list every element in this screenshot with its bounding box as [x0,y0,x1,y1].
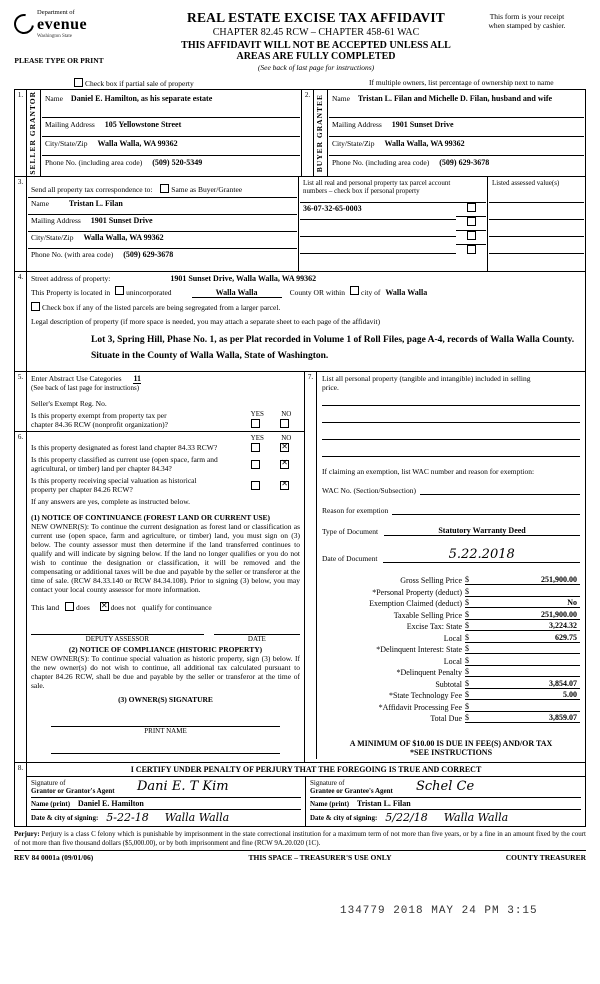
legal-text-1[interactable]: Lot 3, Spring Hill, Phase No. 1, as per Plat recorded in Volume 1 of Roll Files, page A-4, records of Walla Walla County. [91,334,575,345]
amount-row: *State Technology Fee $ 5.00 [322,690,580,700]
personal-prop-checkbox-3[interactable] [467,231,476,240]
grantor-sig-label-1: Signature of [31,779,66,788]
s6-q1-no-checkbox[interactable] [280,443,289,452]
footer-right: COUNTY TREASURER [505,852,586,862]
section-4 [14,272,586,373]
grantor-printname-value[interactable]: Daniel E. Hamilton [77,799,144,809]
grantee-city-value[interactable]: Walla Walla [443,811,509,825]
buyer-mailing-value[interactable]: 1901 Sunset Drive [391,119,454,129]
wac-value[interactable] [420,494,580,495]
amount-value[interactable] [475,667,580,676]
s6-q2-line1: Is this property classified as current use (open space, farm and [31,455,218,465]
grantor-signature[interactable]: Dani E. T Kim [137,779,229,795]
location-row [31,286,581,298]
amount-row: Exemption Claimed (deduct) $ No [322,598,580,608]
s6-q3-line2: property per chapter 84.26 RCW? [31,485,133,495]
type-doc-value[interactable]: Statutory Warranty Deed [384,526,580,536]
exempt-q1: Is this property exempt from property tax per [31,411,167,421]
deputy-assessor-label: DEPUTY ASSESSOR [85,635,149,644]
s6-note: If any answers are yes, complete as instructed below. [31,497,191,507]
exempt-reg-label: Seller's Exempt Reg. No. [31,399,107,409]
amount-label: *State Technology Fee [388,691,462,701]
city-checkbox[interactable] [350,286,359,295]
perjury-bold: Perjury: [14,830,40,839]
amount-label: *Personal Property (deduct) [372,587,462,597]
parcel-column [299,177,488,272]
footer-center: THIS SPACE – TREASURER'S USE ONLY [248,852,392,862]
grantor-signature-block [27,777,306,826]
seller-mailing-label: Mailing Address [45,119,95,129]
s3-name-value[interactable]: Tristan L. Filan [68,199,123,209]
amount-label: Subtotal [435,679,462,689]
agency-logo [14,10,164,39]
grantor-date-label: Date & city of signing: [31,813,99,822]
county-or-label: County OR within [289,287,345,297]
receipt-line-2: when stamped by cashier. [488,21,566,31]
s6-q2-line2: agricultural, or timber) land per chapter 84.34? [31,464,172,474]
personal-prop-line-1[interactable] [322,396,580,406]
amount-label: Total Due [430,714,462,724]
abstract-value[interactable]: 11 [133,374,142,384]
notice2-title: (2) NOTICE OF COMPLIANCE (HISTORIC PROPERTY) [68,645,263,655]
amount-value[interactable]: 5.00 [563,690,577,700]
does-not-label: does not [110,603,136,613]
assessor-date-label: DATE [247,635,266,644]
amount-row: Taxable Selling Price $ 251,900.00 [322,610,580,620]
notice1-body: NEW OWNER(S): To continue the current designation as forest land or classification as current use (open space, farm and agriculture, or timber) land, you must sign on (3) below. The county assessor must then determine if the land transferred continues to qualify and will indicate by signing below. If the land no longer qualifies or you do not wish to continue the designation or classification, it will be removed and the compensating or additional taxes will be due and payable by the seller or transferor at the time of sale. (RCW 84.33.140 or RCW 84.34.108). Prior to signing (3) below, you may contact your local county assessor for more information. [31,522,300,595]
receipt-line-1: This form is your receipt [489,12,565,21]
personal-prop-checkbox-1[interactable] [467,203,476,212]
personal-prop-checkbox-2[interactable] [467,217,476,226]
sections-5-6-7 [14,372,586,763]
parcel-row-2[interactable] [300,220,456,237]
s5-no-label: NO [281,410,292,419]
buyer-citystate-value[interactable]: Walla Walla, WA 99362 [384,138,465,148]
located-label: This Property is located in [31,287,111,297]
street-address-value[interactable]: 1901 Sunset Drive, Walla Walla, WA 99362 [170,273,317,283]
certify-statement: I CERTIFY UNDER PENALTY OF PERJURY THAT THE FOREGOING IS TRUE AND CORRECT [27,763,585,777]
amount-row: Subtotal $ 3,854.07 [322,679,580,689]
seller-name-value[interactable]: Daniel E. Hamilton, as his separate estate [70,93,213,103]
exemption-label: If claiming an exemption, list WAC number and reason for exemption: [322,467,535,477]
segregated-row[interactable] [31,302,581,312]
buyer-section-number: 2. [302,90,314,177]
multi-owner-label: If multiple owners, list percentage of ownership next to name [369,78,554,87]
amount-row: *Delinquent Penalty $ [322,667,580,677]
buyer-mailing-label: Mailing Address [332,119,382,129]
buyer-name-label: Name [332,93,350,103]
owner-signature-title: (3) OWNER(S) SIGNATURE [118,695,213,705]
s6-no-label: NO [281,434,292,443]
buyer-phone-label: Phone No. (including area code) [332,157,430,167]
dept-line: Department of [37,9,75,16]
abstract-row [31,374,300,383]
grantee-signature-block [306,777,585,826]
party-table [14,89,586,177]
section-6-number: 6. [15,432,27,762]
see-back-note: (See back of last page for instructions) [257,63,375,72]
buyer-phone-value[interactable]: (509) 629-3678 [439,157,490,167]
amount-label: Local [443,633,462,643]
parcel-row-3[interactable] [300,237,456,254]
perjury-text: Perjury is a class C felony which is punishable by imprisonment in the state correctional institution for a maximum term of not more than five years, or by a fine in an amount fixed by the court of not more than five thousand dollars ($5,000.00), or by both imprisonment and fine (RCW 9A.20.020 (1C). [14,830,586,848]
section-3 [14,177,586,272]
grantee-date-label: Date & city of signing: [310,813,378,822]
personal-prop-line-4[interactable] [322,447,580,457]
amount-row: Total Due $ 3,859.07 [322,713,580,723]
this-land-row[interactable] [31,602,300,612]
grantee-date-value[interactable]: 5/22/18 [385,811,428,825]
wac-label: WAC No. (Section/Subsection) [322,486,416,496]
amount-value[interactable]: 3,859.07 [549,713,577,723]
amount-row: *Delinquent Interest: State $ [322,644,580,654]
partial-sale-row [14,78,586,88]
s6-q1: Is this property designated as forest land chapter 84.33 RCW? [31,443,218,453]
exempt-q2: chapter 84.36 RCW (nonprofit organization)? [31,420,168,430]
s3-name-label: Name [31,199,49,209]
grantor-sig-label-2: Grantor or Grantor's Agent [31,787,115,796]
reason-row [322,506,580,515]
unincorporated-checkbox[interactable] [115,286,124,295]
revenue-swoosh-icon [10,10,38,38]
does-label: does [76,603,90,613]
perjury-note [14,830,586,848]
please-print-label: PLEASE TYPE OR PRINT [14,56,104,65]
amount-value[interactable] [475,702,580,711]
unincorporated-label: unincorporated [126,287,172,297]
assessed-header: Listed assessed value(s) [489,178,584,203]
s3-citystate-label: City/State/Zip [31,233,74,243]
amount-row: Excise Tax: State $ 3,224.32 [322,621,580,631]
s6-q2-no-checkbox[interactable] [280,460,289,469]
amount-value[interactable] [475,656,580,665]
parcel-header-2: numbers – check box if personal property [303,187,420,196]
amount-label: *Affidavit Processing Fee [378,702,462,712]
partial-sale-checkbox[interactable] [74,78,83,87]
assessed-row-1[interactable] [489,203,584,220]
city-value[interactable]: Walla Walla [385,287,428,297]
reason-value[interactable] [392,514,580,515]
buyer-name-value[interactable]: Tristan L. Filan and Michelle D. Filan, husband and wife [357,93,553,103]
same-as-buyer-checkbox[interactable] [160,184,169,193]
amount-value[interactable] [475,644,580,653]
grantee-printname-label: Name (print) [310,800,350,809]
personal-prop-label-2: price. [322,383,339,393]
left-column [15,372,305,763]
s6-q3-line1: Is this property receiving special valuation as historical [31,476,197,486]
amounts-block [322,575,580,723]
seller-name-label: Name [45,93,63,103]
amount-value[interactable]: 251,900.00 [541,609,577,619]
s5-yes-checkbox[interactable] [251,419,260,428]
does-not-checkbox[interactable] [100,602,109,611]
seller-phone-value[interactable]: (509) 520-5349 [152,157,203,167]
parcel-header-1: List all real and personal property tax parcel account [303,179,451,188]
qualify-label: qualify for continuance [141,603,212,613]
s6-q1-yes-checkbox[interactable] [251,443,260,452]
amount-label: *Delinquent Interest: State [376,645,462,655]
abstract-label: Enter Abstract Use Categories [31,374,122,384]
minimum-note-2: *SEE INSTRUCTIONS [409,748,493,758]
section-8-number: 8. [15,763,27,827]
does-checkbox[interactable] [65,602,74,611]
wac-row [322,486,580,495]
this-land-label: This land [31,603,60,613]
section-7-number: 7. [305,372,317,759]
personal-prop-line-3[interactable] [322,430,580,440]
notice2-body: NEW OWNER(S): To continue special valuation as historic property, sign (3) below. If the new owner(s) do not wish to continue, all additional tax calculated pursuant to chapter 84.26 RCW, shall be due and payable by the seller or transferor at the time of sale. [31,654,300,691]
amount-value[interactable]: 251,900.00 [541,575,577,585]
s3-phone-label: Phone No. (with area code) [31,250,114,260]
seller-citystate-label: City/State/Zip [45,138,88,148]
amount-row: Gross Selling Price $ 251,900.00 [322,575,580,585]
notice1-title: (1) NOTICE OF CONTINUANCE (FOREST LAND OR CURRENT USE) [31,513,271,523]
date-doc-row [322,547,580,563]
title-block [164,10,468,72]
section-7 [305,372,586,763]
street-address-row [31,274,581,283]
seller-phone-label: Phone No. (including area code) [45,157,143,167]
seller-fields [41,90,302,177]
seller-vertical-label-cell [27,90,41,177]
s6-q3-no-checkbox[interactable] [280,481,289,490]
amount-label: Taxable Selling Price [393,610,462,620]
type-doc-row [322,526,580,536]
assessed-row-4[interactable] [489,254,584,270]
seller-vertical-label: SELLER GRANTOR [28,91,37,175]
s6-yes-label: YES [250,434,264,443]
amount-value[interactable]: No [567,598,577,608]
grantor-city-value[interactable]: Walla Walla [164,811,230,825]
grantor-printname-label: Name (print) [31,800,71,809]
personal-prop-checkbox-4[interactable] [467,245,476,254]
grantee-printname-value[interactable]: Tristan L. Filan [356,799,411,809]
amount-row: *Personal Property (deduct) $ [322,587,580,597]
amount-value[interactable]: 3,854.07 [549,678,577,688]
s5-yes-label: YES [250,410,264,419]
type-doc-label: Type of Document [322,527,379,537]
print-name-label: PRINT NAME [144,727,187,736]
receipt-note [468,10,586,31]
correspondence-label: Send all property tax correspondence to: [31,185,153,195]
section-5-number: 5. [15,372,27,432]
segregated-checkbox[interactable] [31,302,40,311]
section-3-number: 3. [15,177,27,272]
s5-no-checkbox[interactable] [280,419,289,428]
buyer-vertical-label-cell [314,90,328,177]
section-4-number: 4. [15,272,27,372]
form-subtitle: CHAPTER 82.45 RCW – CHAPTER 458-61 WAC [212,27,420,38]
amount-row: *Affidavit Processing Fee $ [322,702,580,712]
amount-label: *Delinquent Penalty [396,668,462,678]
segregated-label: Check box if any of the listed parcels are being segregated from a larger parcel. [42,302,281,312]
section-3-left [27,177,299,272]
amount-label: Local [443,656,462,666]
legal-description-body [91,334,581,364]
buyer-vertical-label: BUYER GRANTEE [315,93,324,172]
treasurer-stamp: 134779 2018 MAY 24 PM 3:15 [340,905,538,917]
grantee-sig-label-1: Signature of [310,779,345,788]
grantor-date-value[interactable]: 5-22-18 [106,811,149,825]
assessed-row-3[interactable] [489,237,584,254]
section-8 [14,763,586,827]
same-as-buyer-label: Same as Buyer/Grantee [171,185,243,195]
dept-brand: evenue [37,15,88,33]
partial-sale-checkbox-group[interactable] [14,78,369,88]
legal-description-label: Legal description of property (if more space is needed, you may attach a separate sheet to each page of the affidavit) [31,316,381,326]
document-footer [14,850,586,862]
county-value[interactable]: Walla Walla [192,288,282,298]
buyer-citystate-label: City/State/Zip [332,138,375,148]
s3-phone-value[interactable]: (509) 629-3678 [123,250,174,260]
s3-mailing-value[interactable]: 1901 Sunset Drive [90,216,153,226]
grantee-signature[interactable]: Schel Ce [416,779,475,795]
seller-mailing-value[interactable]: 105 Yellowstone Street [104,119,182,129]
footer-rev: REV 84 0001a (09/01/06) [14,852,94,862]
amount-value[interactable] [475,587,580,596]
assessed-column [488,177,586,272]
form-notice: THIS AFFIDAVIT WILL NOT BE ACCEPTED UNLESS ALL AREAS ARE FULLY COMPLETED [181,40,451,62]
date-doc-value[interactable]: 5.22.2018 [383,547,580,563]
grantee-sig-label-2: Grantee or Grantee's Agent [310,787,393,796]
partial-sale-label: Check box if partial sale of property [85,79,194,88]
parcel-row-4[interactable] [300,254,456,270]
city-of-label: city of [361,287,381,297]
dept-state: Washington State [37,33,73,39]
amount-label: Gross Selling Price [400,576,462,586]
seller-citystate-value[interactable]: Walla Walla, WA 99362 [97,138,178,148]
date-doc-label: Date of Document [322,554,378,564]
amount-label: Excise Tax: State [406,622,462,632]
reason-label: Reason for exemption [322,506,389,516]
s6-q2-yes-checkbox[interactable] [251,460,260,469]
amount-row: Local $ 629.75 [322,633,580,643]
amount-label: Exemption Claimed (deduct) [369,599,462,609]
parcel-row-1[interactable]: 36-07-32-65-0003 [300,203,456,220]
amount-value[interactable]: 629.75 [555,632,577,642]
personal-prop-label-1: List all personal property (tangible and intangible) included in selling [322,374,531,384]
seller-section-number: 1. [15,90,27,177]
amount-value[interactable]: 3,224.32 [549,621,577,631]
buyer-fields [328,90,586,177]
legal-text-2[interactable]: Situate in the County of Walla Walla, State of Washington. [91,351,329,362]
street-address-label: Street address of property: [31,273,111,283]
personal-prop-line-2[interactable] [322,413,580,423]
form-title: REAL ESTATE EXCISE TAX AFFIDAVIT [187,10,445,25]
s3-citystate-value[interactable]: Walla Walla, WA 99362 [83,233,164,243]
amount-row: Local $ [322,656,580,666]
assessed-row-2[interactable] [489,220,584,237]
abstract-instructions: (See back of last page for instructions) [31,384,140,393]
s3-mailing-label: Mailing Address [31,216,81,226]
minimum-note-1: A MINIMUM OF $10.00 IS DUE IN FEE(S) AND/OR TAX [349,739,553,749]
s6-q3-yes-checkbox[interactable] [251,481,260,490]
